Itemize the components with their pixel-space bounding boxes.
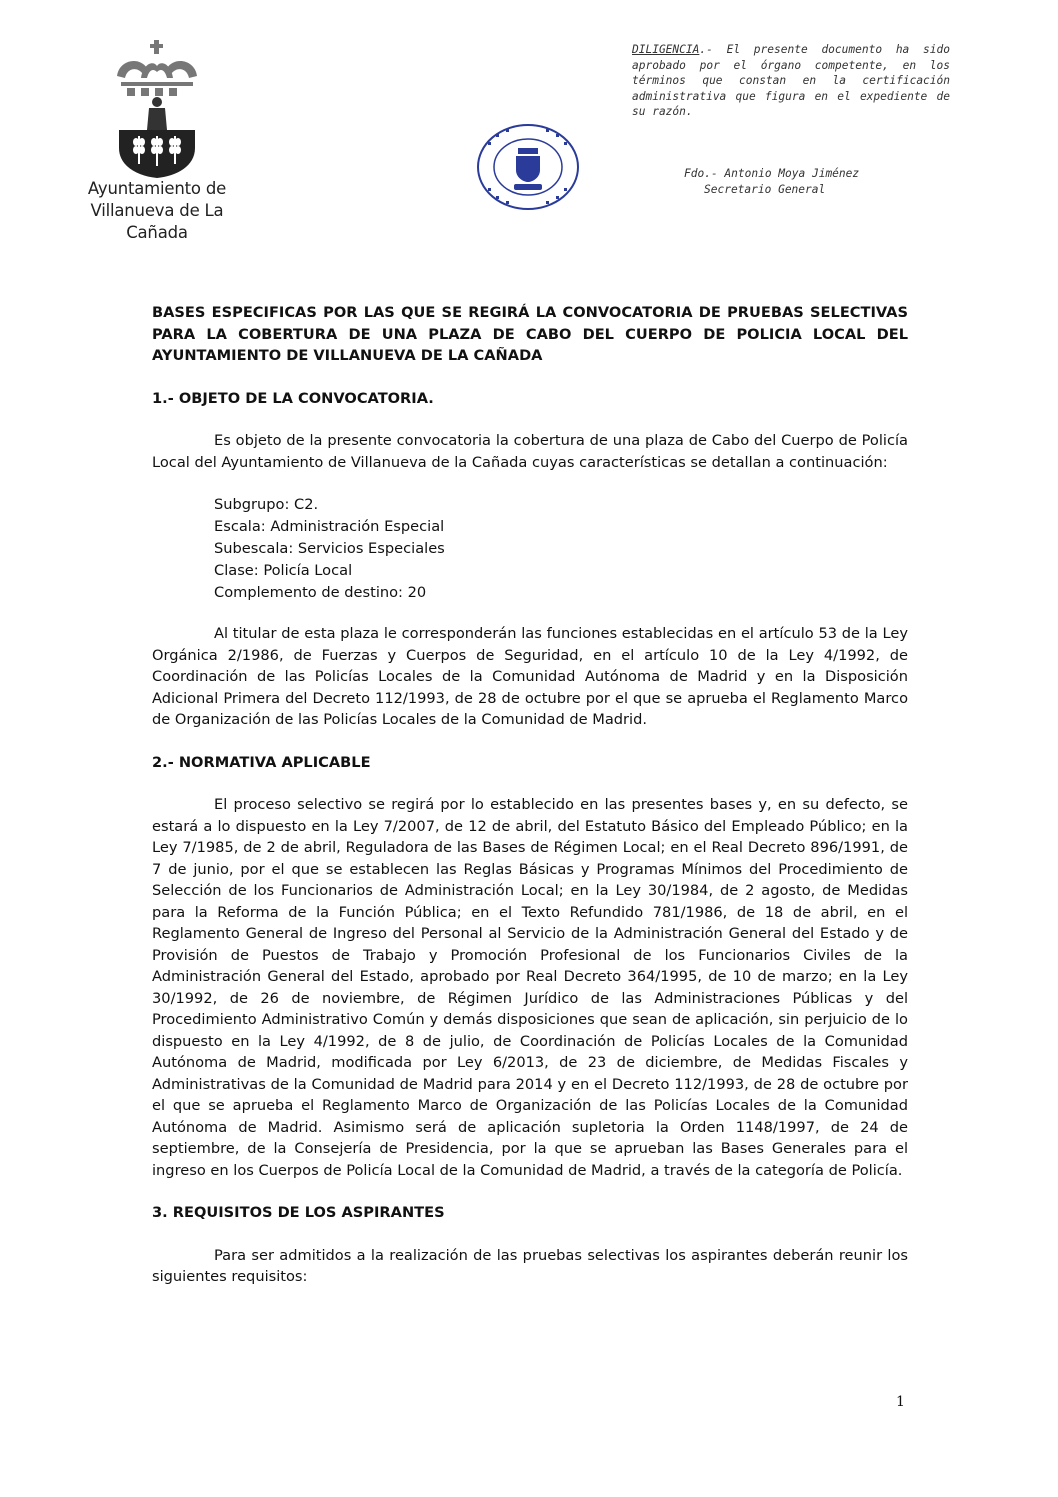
org-name-line1: Ayuntamiento de: [87, 179, 227, 198]
diligencia-text: .- El presente documento ha sido aprobado por el órgano competente, en los términos que constan en la certificación administrativa que figura en el expediente de su razón.: [632, 43, 950, 118]
list-item: Clase: Policía Local: [214, 562, 353, 579]
section3-intro: Para ser admitidos a la realización de las pruebas selectivas los aspirantes deberán reunir los siguientes requisitos:: [152, 1246, 908, 1285]
section1-functions: Al titular de esta plaza le corresponderán las funciones establecidas en el artículo 53 de la Ley Orgánica 2/1986, de Fuerzas y Cuerpos de Seguridad, en el artículo 10 de la Ley 4/1992, de Coordinación de las Policías Locales de la Comunidad Autónoma de Madrid y en la Disposición Adicional Primera del Decreto 112/1993, de 28 de octubre por el que se aprueba el Reglamento Marco de Organización de las Policías Locales de la Comunidad de Madrid.: [152, 625, 908, 728]
page-number: 1: [896, 1394, 905, 1410]
section1-heading: 1.- OBJETO DE LA CONVOCATORIA.: [152, 389, 434, 407]
diligencia-title: DILIGENCIA: [632, 43, 700, 56]
org-name-line2: Villanueva de La Cañada: [90, 201, 224, 242]
characteristics-list: [152, 494, 908, 604]
document-body: [152, 302, 908, 1288]
diligencia-note: [632, 42, 950, 120]
list-item: Subgrupo: C2.: [214, 496, 319, 513]
municipal-logo: [62, 38, 252, 242]
document-title: BASES ESPECIFICAS POR LAS QUE SE REGIRÁ LA CONVOCATORIA DE PRUEBAS SELECTIVAS PARA LA COBERTURA DE UNA PLAZA DE CABO DEL CUERPO DE POLICIA LOCAL DEL AYUNTAMIENTO DE VILLANUEVA DE LA CAÑADA: [152, 304, 908, 364]
signature-block: [684, 166, 859, 197]
list-item: Subescala: Servicios Especiales: [214, 540, 445, 557]
official-seal-icon: [474, 122, 582, 212]
section2-heading: 2.- NORMATIVA APLICABLE: [152, 753, 371, 771]
section2-body: El proceso selectivo se regirá por lo establecido en las presentes bases y, en su defecto, se estará a lo dispuesto en la Ley 7/2007, de 12 de abril, del Estatuto Básico del Empleado Público; en la Ley 7/1985, de 2 de abril, Reguladora de las Bases de Régimen Local; en el Real Decreto 896/1991, de 7 de junio, por el que se establecen las Reglas Básicas y Programas Mínimos del Procedimiento de Selección de los Funcionarios de Administración Local; en la Ley 30/1984, de 2 agosto, de Medidas para la Reforma de la Función Pública; en el Texto Refundido 781/1986, de 18 de abril, en el Reglamento General de Ingreso del Personal al Servicio de la Administración General del Estado y de Provisión de Puestos de Trabajo y Promoción Profesional de los Funcionarios Civiles de la Administración General del Estado, aprobado por Real Decreto 364/1995, de 10 de marzo; en la Ley 30/1992, de 26 de noviembre, de Régimen Jurídico de las Administraciones Públicas y del Procedimiento Administrativo Común y demás disposiciones que sean de aplicación, sin perjuicio de lo dispuesto en la Ley 4/1992, de 8 de julio, de Coordinación de Policías Locales de la Comunidad Autónoma de Madrid, modificada por Ley 6/2013, de 23 de diciembre, de Medidas Fiscales y Administrativas de la Comunidad de Madrid para 2014 y en el Decreto 112/1993, de 28 de octubre por el que se aprueba el Reglamento Marco de Organización de las Policías Locales de la Comunidad Autónoma de Madrid. Asimismo será de aplicación supletoria la Orden 1148/1997, de 24 de septiembre, de la Consejería de Presidencia, por la que se aprueban las Bases Generales para el ingreso en los Cuerpos de Policía Local de la Comunidad de Madrid, a través de la categoría de Policía.: [152, 796, 908, 1179]
signed-by: Fdo.- Antonio Moya Jiménez: [684, 167, 860, 180]
coat-of-arms-icon: [97, 38, 217, 178]
list-item: Escala: Administración Especial: [214, 518, 445, 535]
list-item: Complemento de destino: 20: [214, 584, 427, 601]
section3-heading: 3. REQUISITOS DE LOS ASPIRANTES: [152, 1204, 445, 1221]
signer-role: Secretario General: [704, 182, 826, 196]
section1-intro: Es objeto de la presente convocatoria la cobertura de una plaza de Cabo del Cuerpo de Policía Local del Ayuntamiento de Villanueva de la Cañada cuyas características se detallan a continuación:: [152, 432, 908, 471]
